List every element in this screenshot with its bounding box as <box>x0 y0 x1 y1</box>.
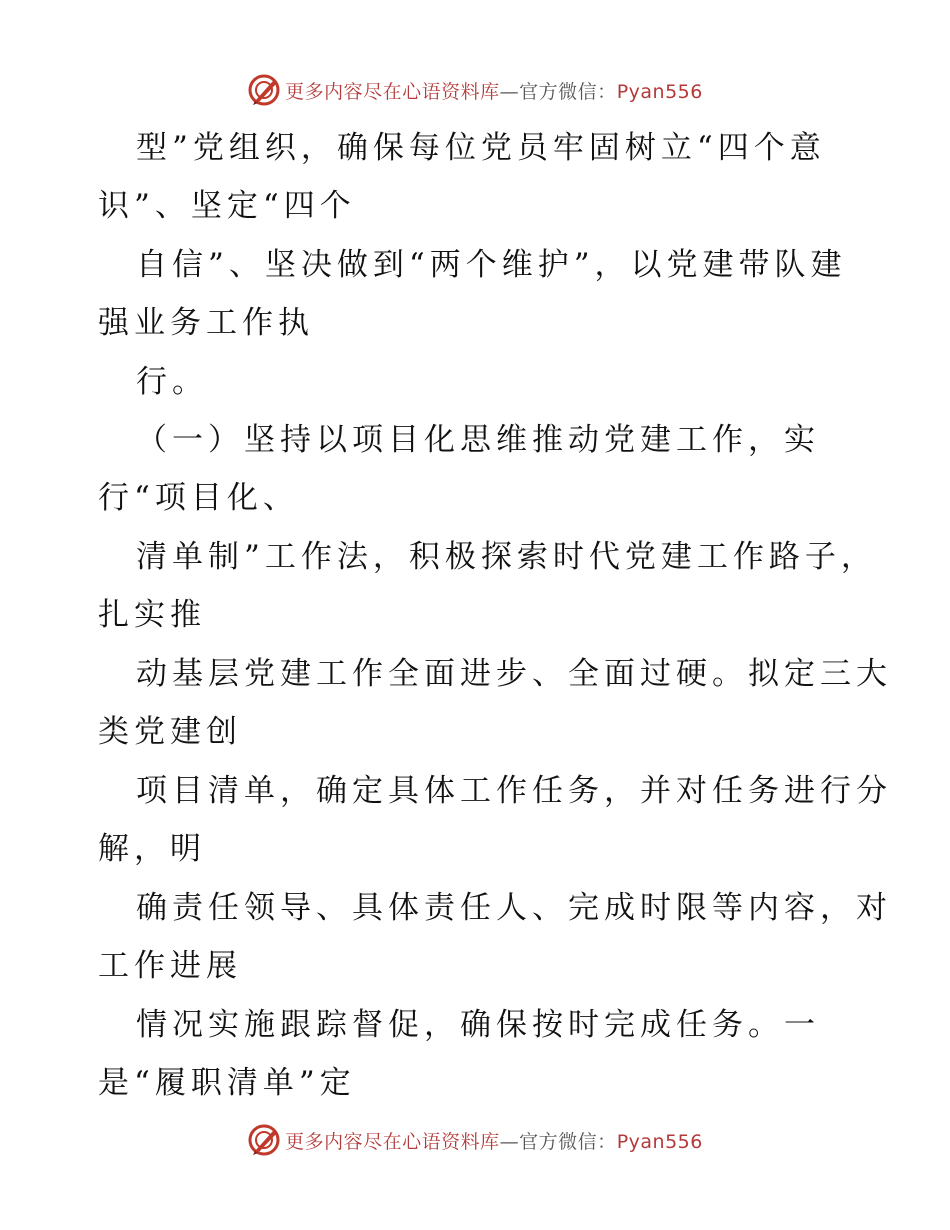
body-line: 识”、坚定“四个 <box>98 188 356 224</box>
body-line: 动基层党建工作全面进步、全面过硬。拟定三大 <box>136 656 892 692</box>
watermark-handle: Pyan556 <box>616 1130 703 1153</box>
body-line: 清单制”工作法，积极探索时代党建工作路子， <box>136 539 877 575</box>
body-line: 行。 <box>136 364 208 400</box>
body-line: 类党建创 <box>98 714 242 750</box>
body-line: 确责任领导、具体责任人、完成时限等内容，对 <box>136 890 892 926</box>
watermark-label: 官方微信： <box>519 1130 617 1153</box>
body-line: 扎实推 <box>98 597 206 633</box>
body-line: 强业务工作执 <box>98 305 314 341</box>
body-line: 解，明 <box>98 831 206 867</box>
watermark-text <box>285 77 703 104</box>
footer-watermark <box>0 1122 950 1158</box>
body-line: 工作进展 <box>98 948 242 984</box>
section-heading: （一）坚持以项目化思维推动党建工作，实 <box>136 422 820 458</box>
body-line: 自信”、坚决做到“两个维护”，以党建带队建 <box>136 247 847 283</box>
watermark-brand: 更多内容尽在心语资料库 <box>285 1130 500 1153</box>
watermark-separator: — <box>499 80 520 103</box>
body-line: 项目清单，确定具体工作任务，并对任务进行分 <box>136 773 892 809</box>
watermark-separator: — <box>499 1130 520 1153</box>
pen-logo-icon <box>247 73 281 107</box>
body-line: 是“履职清单”定 <box>98 1065 356 1101</box>
body-line: 型”党组织，确保每位党员牢固树立“四个意 <box>136 130 826 166</box>
watermark-text <box>285 1127 703 1154</box>
header-watermark <box>0 72 950 108</box>
body-line: 情况实施跟踪督促，确保按时完成任务。一 <box>136 1007 820 1043</box>
pen-logo-icon <box>247 1123 281 1157</box>
watermark-label: 官方微信： <box>519 80 617 103</box>
body-line: 行“项目化、 <box>98 480 299 516</box>
watermark-handle: Pyan556 <box>616 80 703 103</box>
watermark-brand: 更多内容尽在心语资料库 <box>285 80 500 103</box>
